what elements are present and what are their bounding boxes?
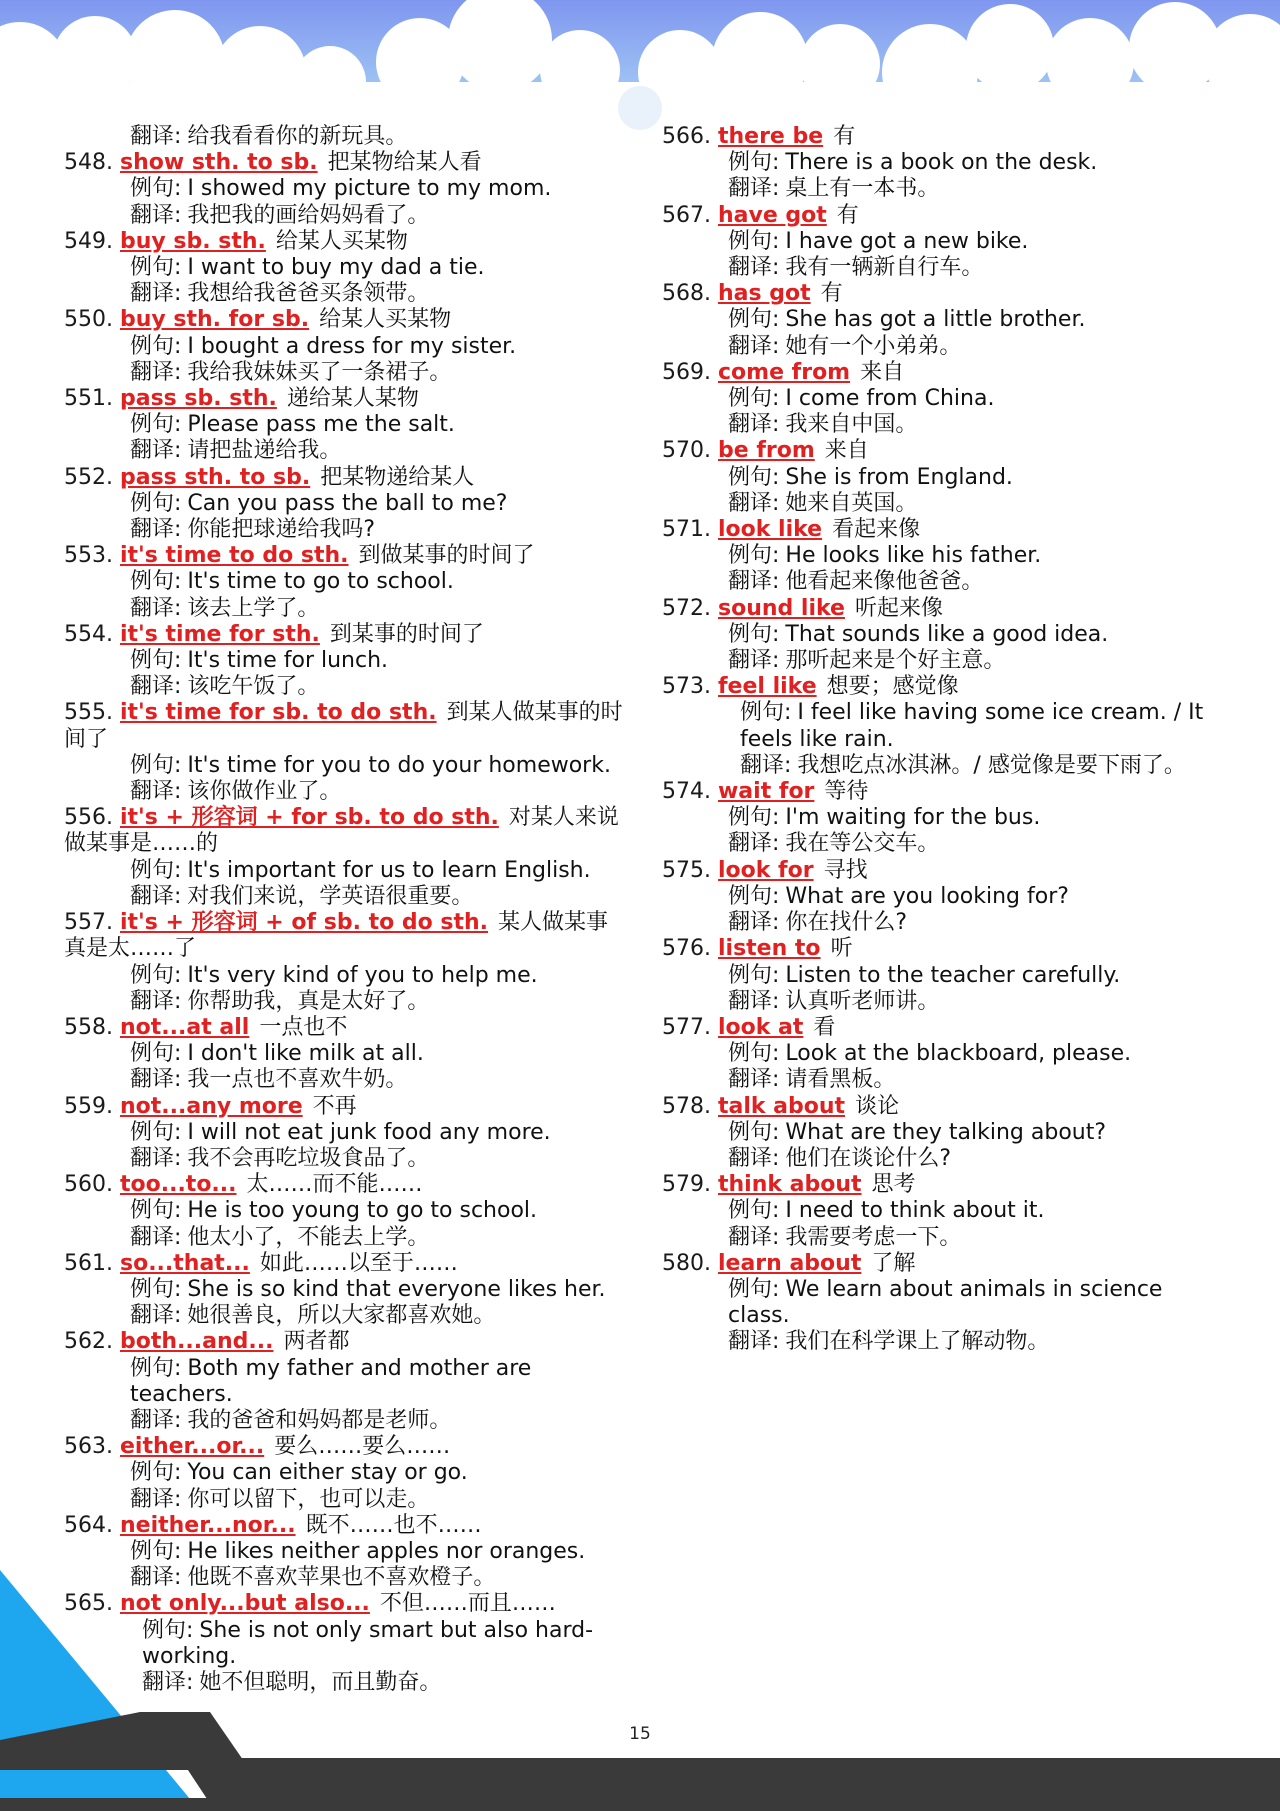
entry-571 (662, 517, 1222, 596)
entry-555 (64, 700, 624, 805)
translation-label: 翻译: (130, 1224, 182, 1250)
phrase: there be (717, 124, 824, 149)
translation-label: 翻译: (728, 412, 780, 438)
example-label: 例句: (130, 490, 182, 516)
phrase: it's time for sb. to do sth. (119, 700, 437, 726)
meaning: 看起来像 (832, 517, 921, 543)
example-label: 例句: (728, 228, 780, 254)
phrase: think about (717, 1172, 862, 1198)
example-text: What are they talking about? (785, 1119, 1107, 1145)
example-text: He looks like his father. (785, 543, 1042, 569)
meaning: 看 (813, 1014, 836, 1040)
example-text: Please pass me the salt. (187, 412, 455, 438)
phrase: talk about (717, 1093, 846, 1119)
example-text: She is from England. (785, 464, 1013, 490)
translation-label: 翻译: (130, 779, 182, 805)
example-label: 例句: (130, 176, 182, 202)
example-label: 例句: (728, 805, 780, 831)
phrase: either...or... (119, 1434, 265, 1460)
example-text: I feel like having some ice cream. / It feels like rain. (740, 700, 1204, 752)
example-text: He is too young to go to school. (187, 1198, 538, 1224)
meaning: 如此……以至于…… (259, 1250, 458, 1276)
meaning: 有 (820, 281, 843, 307)
entry-551 (64, 386, 624, 465)
phrase: show sth. to sb. (119, 150, 318, 176)
entry-number: 558. (64, 1014, 113, 1040)
entry-569 (662, 360, 1222, 439)
example-text: That sounds like a good idea. (785, 621, 1109, 647)
meaning: 对某人来说做某事是……的 (64, 805, 619, 857)
translation-text: 请看黑板。 (785, 1067, 896, 1093)
translation-text: 你可以留下，也可以走。 (187, 1486, 430, 1512)
meaning: 到某事的时间了 (329, 621, 484, 647)
meaning: 寻找 (823, 857, 868, 883)
translation-label: 翻译: (740, 752, 792, 778)
translation-text: 我需要考虑一下。 (785, 1224, 962, 1250)
entry-565 (64, 1591, 624, 1696)
example-text: He likes neither apples nor oranges. (187, 1538, 586, 1564)
entry-number: 560. (64, 1172, 113, 1198)
meaning: 听起来像 (854, 595, 943, 621)
entry-number: 578. (662, 1093, 711, 1119)
entry-number: 570. (662, 438, 711, 464)
translation-text: 我有一辆新自行车。 (785, 255, 984, 281)
phrase: not only...but also... (119, 1591, 370, 1617)
entry-number: 555. (64, 700, 113, 726)
entry-number: 567. (662, 202, 711, 228)
entry-number: 572. (662, 595, 711, 621)
translation-text: 该你做作业了。 (187, 779, 342, 805)
translation-text: 认真听老师讲。 (785, 988, 940, 1014)
entry-547-continuation (64, 124, 624, 150)
translation-text: 你在找什么? (785, 910, 908, 936)
meaning: 到某人做某事的时间了 (64, 700, 623, 752)
entry-number: 579. (662, 1172, 711, 1198)
translation-label: 翻译: (130, 1486, 182, 1512)
meaning: 某人做某事真是太……了 (64, 910, 609, 962)
translation-label: 翻译: (130, 674, 182, 700)
example-label: 例句: (130, 1460, 182, 1486)
example-text: We learn about animals in science class. (728, 1276, 1163, 1329)
entry-number: 554. (64, 621, 113, 647)
phrase: both...and... (119, 1329, 274, 1355)
phrase: pass sth. to sb. (119, 464, 311, 490)
example-label: 例句: (130, 1355, 182, 1381)
example-label: 例句: (728, 883, 780, 909)
example-text: She has got a little brother. (785, 307, 1086, 333)
translation-label: 翻译: (728, 831, 780, 857)
meaning: 谈论 (855, 1093, 900, 1119)
entry-number: 556. (64, 805, 113, 831)
example-label: 例句: (728, 386, 780, 412)
entry-563 (64, 1434, 624, 1513)
translation-label: 翻译: (728, 1224, 780, 1250)
phrase: so...that... (119, 1250, 250, 1276)
entry-574 (662, 779, 1222, 858)
entry-549 (64, 229, 624, 308)
example-text: I want to buy my dad a tie. (187, 255, 485, 281)
example-text: It's time to go to school. (187, 569, 454, 595)
translation-label: 翻译: (130, 1565, 182, 1591)
translation-text: 我的爸爸和妈妈都是老师。 (187, 1407, 452, 1433)
entry-579 (662, 1172, 1222, 1251)
example-label: 例句: (728, 621, 780, 647)
translation-text: 对我们来说，学英语很重要。 (187, 883, 474, 909)
meaning: 不再 (312, 1093, 357, 1119)
entry-577 (662, 1015, 1222, 1094)
entry-553 (64, 543, 624, 622)
phrase: listen to (717, 936, 821, 962)
entry-550 (64, 307, 624, 386)
example-text: I don't like milk at all. (187, 1041, 424, 1067)
example-label: 例句: (728, 1119, 780, 1145)
phrase: buy sb. sth. (119, 228, 266, 254)
example-label: 例句: (130, 857, 182, 883)
example-label: 例句: (130, 962, 182, 988)
example-label: 例句: (740, 700, 792, 726)
translation-label: 翻译: (130, 124, 182, 149)
phrase: neither...nor... (119, 1512, 296, 1538)
translation-text: 我在等公交车。 (785, 831, 940, 857)
meaning: 把某物给某人看 (327, 150, 482, 176)
translation-text: 那听起来是个好主意。 (785, 648, 1006, 674)
example-text: I come from China. (785, 386, 995, 412)
phrase: it's time for sth. (119, 621, 320, 647)
meaning: 既不……也不…… (305, 1512, 482, 1538)
example-label: 例句: (130, 255, 182, 281)
translation-text: 他既不喜欢苹果也不喜欢橙子。 (187, 1565, 496, 1591)
phrase: it's + 形容词 + of sb. to do sth. (119, 910, 489, 936)
translation-label: 翻译: (130, 988, 182, 1014)
entry-556 (64, 805, 624, 910)
translation-text: 我想吃点冰淇淋。/ 感觉像是要下雨了。 (797, 752, 1186, 778)
translation-label: 翻译: (130, 1303, 182, 1329)
translation-label: 翻译: (728, 333, 780, 359)
translation-label: 翻译: (728, 490, 780, 516)
translation-text: 请把盐递给我。 (187, 438, 342, 464)
entry-576 (662, 936, 1222, 1015)
meaning: 思考 (871, 1172, 916, 1198)
example-text: I'm waiting for the bus. (785, 805, 1041, 831)
meaning: 到做某事的时间了 (358, 543, 535, 569)
meaning: 了解 (871, 1250, 916, 1276)
entry-572 (662, 596, 1222, 675)
translation-label: 翻译: (130, 595, 182, 621)
phrase: pass sb. sth. (119, 386, 277, 412)
example-label: 例句: (130, 569, 182, 595)
entry-number: 571. (662, 517, 711, 543)
entry-number: 549. (64, 228, 113, 254)
entry-559 (64, 1094, 624, 1173)
example-text: I will not eat junk food any more. (187, 1119, 551, 1145)
translation-text: 她来自英国。 (785, 490, 918, 516)
example-text: You can either stay or go. (187, 1460, 468, 1486)
translation-text: 他们在谈论什么? (785, 1145, 952, 1171)
entry-number: 565. (64, 1591, 113, 1617)
translation-label: 翻译: (728, 569, 780, 595)
translation-label: 翻译: (728, 1067, 780, 1093)
translation-label: 翻译: (728, 255, 780, 281)
meaning: 给某人买某物 (275, 228, 408, 254)
example-label: 例句: (130, 1119, 182, 1145)
example-text: There is a book on the desk. (785, 150, 1098, 176)
phrase: be from (717, 438, 815, 464)
example-label: 例句: (728, 962, 780, 988)
phrase: buy sth. for sb. (119, 307, 310, 333)
phrase: wait for (717, 779, 815, 805)
meaning: 来自 (824, 438, 869, 464)
translation-label: 翻译: (130, 883, 182, 909)
meaning: 来自 (860, 359, 905, 385)
example-label: 例句: (728, 150, 780, 176)
entry-580 (662, 1251, 1222, 1356)
entry-number: 563. (64, 1434, 113, 1460)
meaning: 递给某人某物 (286, 386, 419, 412)
example-label: 例句: (130, 1198, 182, 1224)
meaning: 有 (836, 202, 859, 228)
example-label: 例句: (130, 1538, 182, 1564)
translation-text: 该去上学了。 (187, 595, 320, 621)
example-label: 例句: (728, 307, 780, 333)
phrase: feel like (717, 674, 817, 700)
left-column (64, 124, 624, 1696)
translation-label: 翻译: (130, 517, 182, 543)
entry-564 (64, 1513, 624, 1592)
translation-text: 他太小了，不能去上学。 (187, 1224, 430, 1250)
translation-text: 我给我妹妹买了一条裙子。 (187, 359, 452, 385)
translation-text: 我把我的画给妈妈看了。 (187, 202, 430, 228)
translation-label: 翻译: (130, 359, 182, 385)
translation-label: 翻译: (130, 1407, 182, 1433)
phrase: too...to... (119, 1172, 237, 1198)
entry-570 (662, 438, 1222, 517)
entry-578 (662, 1094, 1222, 1173)
entry-number: 568. (662, 281, 711, 307)
translation-label: 翻译: (728, 988, 780, 1014)
entry-558 (64, 1015, 624, 1094)
example-label: 例句: (728, 1198, 780, 1224)
translation-text: 他看起来像他爸爸。 (785, 569, 984, 595)
entry-560 (64, 1172, 624, 1251)
translation-text: 我想给我爸爸买条领带。 (187, 281, 430, 307)
entry-number: 559. (64, 1093, 113, 1119)
meaning: 要么……要么…… (274, 1434, 451, 1460)
translation-label: 翻译: (142, 1669, 194, 1695)
translation-label: 翻译: (130, 438, 182, 464)
entry-557 (64, 910, 624, 1015)
translation-text: 我来自中国。 (785, 412, 918, 438)
entry-number: 577. (662, 1014, 711, 1040)
example-label: 例句: (130, 648, 182, 674)
example-text: It's very kind of you to help me. (187, 962, 538, 988)
phrase: not...any more (119, 1093, 303, 1119)
meaning: 不但……而且…… (379, 1591, 556, 1617)
example-text: I bought a dress for my sister. (187, 333, 517, 359)
phrase: look at (717, 1014, 804, 1040)
entry-number: 562. (64, 1329, 113, 1355)
example-label: 例句: (728, 543, 780, 569)
entry-number: 576. (662, 936, 711, 962)
meaning: 想要；感觉像 (826, 674, 959, 700)
phrase: not...at all (119, 1014, 250, 1040)
meaning: 太……而不能…… (246, 1172, 423, 1198)
entry-number: 574. (662, 779, 711, 805)
example-text: What are you looking for? (785, 883, 1069, 909)
entry-575 (662, 858, 1222, 937)
entry-566 (662, 124, 1222, 203)
meaning: 给某人买某物 (319, 307, 452, 333)
entry-567 (662, 203, 1222, 282)
entry-562 (64, 1329, 624, 1434)
example-text: I need to think about it. (785, 1198, 1045, 1224)
example-text: Listen to the teacher carefully. (785, 962, 1121, 988)
translation-text: 该吃午饭了。 (187, 674, 320, 700)
entry-number: 557. (64, 910, 113, 936)
entry-number: 551. (64, 386, 113, 412)
right-column (662, 124, 1222, 1356)
meaning: 有 (833, 124, 856, 149)
page-number: 15 (629, 1724, 651, 1744)
translation-text: 桌上有一本书。 (785, 176, 940, 202)
entry-548 (64, 150, 624, 229)
phrase: it's + 形容词 + for sb. to do sth. (119, 805, 499, 831)
entry-number: 566. (662, 124, 711, 149)
meaning: 等待 (824, 779, 869, 805)
translation-text: 你能把球递给我吗? (187, 517, 376, 543)
translation-text: 我一点也不喜欢牛奶。 (187, 1067, 408, 1093)
entry-number: 564. (64, 1512, 113, 1538)
example-text: I showed my picture to my mom. (187, 176, 552, 202)
phrase: come from (717, 359, 851, 385)
example-label: 例句: (130, 412, 182, 438)
phrase: has got (717, 281, 811, 307)
translation-text: 她不但聪明，而且勤奋。 (199, 1669, 442, 1695)
example-text: It's time for you to do your homework. (187, 752, 611, 778)
translation-label: 翻译: (728, 648, 780, 674)
example-text: I have got a new bike. (785, 228, 1029, 254)
entry-number: 575. (662, 857, 711, 883)
entry-number: 552. (64, 464, 113, 490)
example-text: Look at the blackboard, please. (785, 1041, 1132, 1067)
translation-text: 她很善良，所以大家都喜欢她。 (187, 1303, 496, 1329)
phrase: learn about (717, 1250, 862, 1276)
phrase: look for (717, 857, 814, 883)
translation-text: 她有一个小弟弟。 (785, 333, 962, 359)
example-label: 例句: (130, 752, 182, 778)
translation-label: 翻译: (728, 176, 780, 202)
translation-text: 我们在科学课上了解动物。 (785, 1329, 1050, 1355)
meaning: 把某物递给某人 (320, 464, 475, 490)
entry-number: 561. (64, 1250, 113, 1276)
meaning: 一点也不 (259, 1014, 348, 1040)
translation-text: 给我看看你的新玩具。 (187, 124, 408, 149)
phrase: have got (717, 202, 827, 228)
entry-561 (64, 1251, 624, 1330)
example-text: Can you pass the ball to me? (187, 490, 508, 516)
example-label: 例句: (142, 1617, 194, 1643)
entry-number: 580. (662, 1250, 711, 1276)
translation-label: 翻译: (130, 202, 182, 228)
translation-label: 翻译: (728, 1329, 780, 1355)
phrase: look like (717, 517, 823, 543)
translation-label: 翻译: (130, 281, 182, 307)
translation-text: 你帮助我，真是太好了。 (187, 988, 430, 1014)
translation-text: 我不会再吃垃圾食品了。 (187, 1145, 430, 1171)
example-label: 例句: (728, 1276, 780, 1302)
sky-cloud-header (0, 0, 1280, 140)
entry-573 (662, 674, 1222, 779)
entry-number: 553. (64, 543, 113, 569)
translation-label: 翻译: (728, 1145, 780, 1171)
example-text: It's important for us to learn English. (187, 857, 591, 883)
example-text: She is not only smart but also hard-working. (142, 1617, 594, 1669)
translation-label: 翻译: (130, 1145, 182, 1171)
example-label: 例句: (130, 1041, 182, 1067)
entry-number: 569. (662, 359, 711, 385)
example-text: Both my father and mother are teachers. (130, 1355, 532, 1407)
phrase: it's time to do sth. (119, 543, 349, 569)
example-text: She is so kind that everyone likes her. (187, 1276, 606, 1302)
entry-552 (64, 465, 624, 544)
entry-number: 573. (662, 674, 711, 700)
phrase: sound like (717, 595, 845, 621)
entry-number: 550. (64, 307, 113, 333)
translation-label: 翻译: (130, 1067, 182, 1093)
meaning: 听 (830, 936, 853, 962)
entry-568 (662, 281, 1222, 360)
example-label: 例句: (130, 1276, 182, 1302)
example-label: 例句: (130, 333, 182, 359)
entry-number: 548. (64, 150, 113, 176)
entry-554 (64, 622, 624, 701)
example-label: 例句: (728, 464, 780, 490)
meaning: 两者都 (283, 1329, 350, 1355)
example-text: It's time for lunch. (187, 648, 389, 674)
example-label: 例句: (728, 1041, 780, 1067)
translation-label: 翻译: (728, 910, 780, 936)
